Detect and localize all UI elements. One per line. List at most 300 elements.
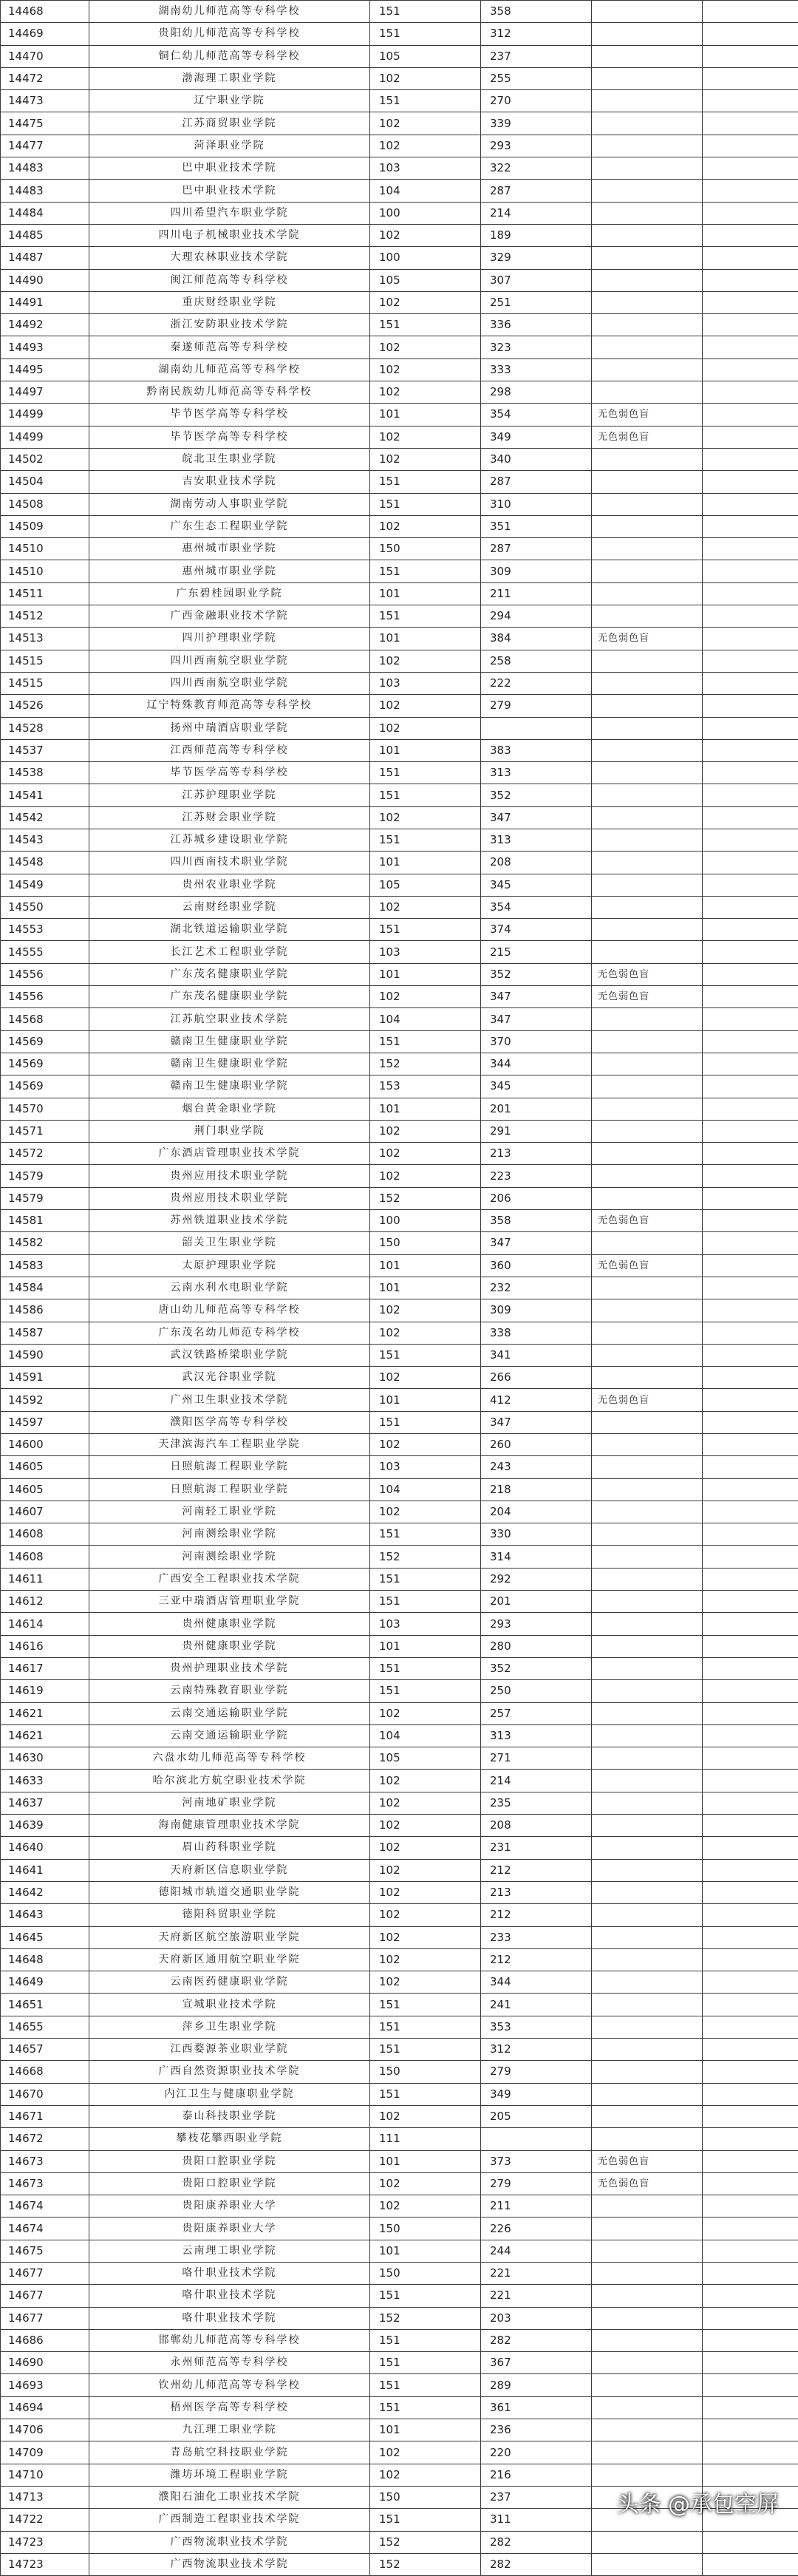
school-code-cell: 14639 xyxy=(1,1815,89,1837)
group-code-cell: 101 xyxy=(370,852,481,874)
remark-cell: 无色弱色盲 xyxy=(592,963,703,985)
remark-cell xyxy=(592,1232,703,1254)
min-score-cell: 266 xyxy=(481,1367,592,1389)
min-score-cell: 361 xyxy=(481,2396,592,2419)
empty-cell xyxy=(703,1277,798,1299)
remark-cell xyxy=(592,471,703,493)
group-code-cell: 150 xyxy=(370,2486,481,2508)
min-score-cell: 307 xyxy=(481,269,592,291)
school-code-cell: 14672 xyxy=(1,2128,89,2150)
min-score-cell: 279 xyxy=(481,2172,592,2195)
group-code-cell: 102 xyxy=(370,2172,481,2195)
empty-cell xyxy=(703,1030,798,1053)
school-code-cell: 14592 xyxy=(1,1389,89,1411)
table-row xyxy=(1,1680,798,1702)
school-name-cell: 吉安职业技术学院 xyxy=(89,471,370,493)
school-name-cell: 广东茂名幼儿师范专科学校 xyxy=(89,1322,370,1344)
min-score-cell: 367 xyxy=(481,2352,592,2374)
table-row xyxy=(1,314,798,336)
remark-cell xyxy=(592,493,703,515)
school-name-cell: 巴中职业技术学院 xyxy=(89,157,370,180)
min-score-cell: 353 xyxy=(481,2016,592,2038)
min-score-cell: 221 xyxy=(481,2262,592,2284)
empty-cell xyxy=(703,493,798,515)
remark-cell xyxy=(592,1591,703,1613)
empty-cell xyxy=(703,1367,798,1389)
group-code-cell: 152 xyxy=(370,1546,481,1568)
school-code-cell: 14510 xyxy=(1,538,89,560)
group-code-cell: 151 xyxy=(370,2039,481,2061)
school-code-cell: 14605 xyxy=(1,1456,89,1478)
remark-cell xyxy=(592,1724,703,1747)
min-score-cell: 349 xyxy=(481,2083,592,2105)
remark-cell xyxy=(592,1546,703,1568)
school-code-cell: 14556 xyxy=(1,963,89,985)
group-code-cell: 103 xyxy=(370,1456,481,1478)
group-code-cell: 105 xyxy=(370,269,481,291)
group-code-cell: 151 xyxy=(370,2509,481,2531)
school-name-cell: 江苏航空职业技术学院 xyxy=(89,1008,370,1030)
table-row xyxy=(1,493,798,515)
school-name-cell: 惠州城市职业学院 xyxy=(89,560,370,582)
group-code-cell: 151 xyxy=(370,2374,481,2396)
school-name-cell: 河南测绘职业学院 xyxy=(89,1546,370,1568)
empty-cell xyxy=(703,2105,798,2127)
school-code-cell: 14612 xyxy=(1,1591,89,1613)
school-code-cell: 14597 xyxy=(1,1411,89,1433)
group-code-cell: 101 xyxy=(370,404,481,426)
school-name-cell: 九江理工职业学院 xyxy=(89,2419,370,2441)
school-code-cell: 14553 xyxy=(1,919,89,941)
empty-cell xyxy=(703,180,798,202)
group-code-cell: 101 xyxy=(370,1098,481,1120)
table-row xyxy=(1,2083,798,2105)
remark-cell xyxy=(592,291,703,313)
group-code-cell: 104 xyxy=(370,180,481,202)
remark-cell xyxy=(592,157,703,180)
remark-cell xyxy=(592,1501,703,1523)
empty-cell xyxy=(703,1837,798,1859)
school-code-cell: 14526 xyxy=(1,695,89,717)
table-row xyxy=(1,1546,798,1568)
remark-cell xyxy=(592,2464,703,2486)
min-score-cell: 270 xyxy=(481,90,592,112)
remark-cell: 无色弱色盲 xyxy=(592,2172,703,2195)
min-score-cell: 282 xyxy=(481,2531,592,2553)
empty-cell xyxy=(703,1994,798,2016)
min-score-cell: 201 xyxy=(481,1098,592,1120)
remark-cell xyxy=(592,1523,703,1546)
remark-cell xyxy=(592,180,703,202)
school-code-cell: 14528 xyxy=(1,717,89,739)
group-code-cell: 151 xyxy=(370,1523,481,1546)
school-code-cell: 14541 xyxy=(1,784,89,806)
group-code-cell: 102 xyxy=(370,2195,481,2218)
group-code-cell: 101 xyxy=(370,582,481,605)
min-score-cell: 336 xyxy=(481,314,592,336)
table-row xyxy=(1,538,798,560)
school-name-cell: 六盘水幼儿师范高等专科学校 xyxy=(89,1747,370,1770)
school-name-cell: 江苏商贸职业学院 xyxy=(89,112,370,135)
empty-cell xyxy=(703,269,798,291)
group-code-cell: 150 xyxy=(370,2061,481,2083)
table-row xyxy=(1,1165,798,1187)
school-name-cell: 辽宁特殊教育师范高等专科学校 xyxy=(89,695,370,717)
school-name-cell: 辽宁职业学院 xyxy=(89,90,370,112)
school-name-cell: 贵州护理职业技术学院 xyxy=(89,1657,370,1679)
remark-cell xyxy=(592,67,703,89)
remark-cell xyxy=(592,336,703,358)
school-name-cell: 毕节医学高等专科学校 xyxy=(89,404,370,426)
remark-cell xyxy=(592,2419,703,2441)
group-code-cell: 100 xyxy=(370,247,481,269)
empty-cell xyxy=(703,515,798,537)
school-name-cell: 河南测绘职业学院 xyxy=(89,1523,370,1546)
group-code-cell: 102 xyxy=(370,1299,481,1322)
table-row xyxy=(1,1008,798,1030)
empty-cell xyxy=(703,112,798,135)
group-code-cell: 151 xyxy=(370,762,481,784)
school-name-cell: 日照航海工程职业学院 xyxy=(89,1456,370,1478)
group-code-cell: 150 xyxy=(370,538,481,560)
table-row xyxy=(1,358,798,381)
empty-cell xyxy=(703,650,798,672)
empty-cell xyxy=(703,1,798,23)
table-row xyxy=(1,1859,798,1881)
remark-cell xyxy=(592,1075,703,1098)
group-code-cell: 151 xyxy=(370,90,481,112)
min-score-cell: 347 xyxy=(481,986,592,1008)
remark-cell xyxy=(592,2441,703,2464)
min-score-cell: 312 xyxy=(481,2039,592,2061)
school-code-cell: 14510 xyxy=(1,560,89,582)
empty-cell xyxy=(703,2128,798,2150)
group-code-cell: 105 xyxy=(370,45,481,67)
empty-cell xyxy=(703,1792,798,1814)
table-row xyxy=(1,404,798,426)
min-score-cell: 216 xyxy=(481,2464,592,2486)
school-name-cell: 宣城职业技术学院 xyxy=(89,1994,370,2016)
school-code-cell: 14515 xyxy=(1,650,89,672)
school-code-cell: 14499 xyxy=(1,404,89,426)
table-row xyxy=(1,1501,798,1523)
school-name-cell: 广西金融职业技术学院 xyxy=(89,605,370,628)
school-code-cell: 14621 xyxy=(1,1724,89,1747)
remark-cell: 无色弱色盲 xyxy=(592,1389,703,1411)
school-code-cell: 14491 xyxy=(1,291,89,313)
empty-cell xyxy=(703,1971,798,1994)
table-row xyxy=(1,1120,798,1142)
remark-cell xyxy=(592,2061,703,2083)
min-score-cell: 218 xyxy=(481,1478,592,1501)
empty-cell xyxy=(703,1747,798,1770)
table-row xyxy=(1,650,798,672)
school-code-cell: 14690 xyxy=(1,2352,89,2374)
min-score-cell: 347 xyxy=(481,1411,592,1433)
table-row xyxy=(1,1,798,23)
empty-cell xyxy=(703,1815,798,1837)
table-row xyxy=(1,1075,798,1098)
min-score-cell: 347 xyxy=(481,1232,592,1254)
school-code-cell: 14542 xyxy=(1,806,89,829)
school-code-cell: 14555 xyxy=(1,941,89,963)
school-name-cell: 荆门职业学院 xyxy=(89,1120,370,1142)
school-code-cell: 14584 xyxy=(1,1277,89,1299)
min-score-cell: 309 xyxy=(481,560,592,582)
school-name-cell: 湖南劳动人事职业学院 xyxy=(89,493,370,515)
school-code-cell: 14608 xyxy=(1,1546,89,1568)
min-score-cell: 370 xyxy=(481,1030,592,1053)
school-name-cell: 贵州健康职业学院 xyxy=(89,1613,370,1635)
remark-cell xyxy=(592,269,703,291)
school-name-cell: 铜仁幼儿师范高等专科学校 xyxy=(89,45,370,67)
school-name-cell: 三亚中瑞酒店管理职业学院 xyxy=(89,1591,370,1613)
remark-cell xyxy=(592,1837,703,1859)
min-score-cell: 203 xyxy=(481,2307,592,2329)
group-code-cell: 102 xyxy=(370,1926,481,1948)
empty-cell xyxy=(703,739,798,761)
remark-cell: 无色弱色盲 xyxy=(592,1210,703,1232)
min-score-cell: 412 xyxy=(481,1389,592,1411)
group-code-cell: 102 xyxy=(370,515,481,537)
school-code-cell: 14675 xyxy=(1,2240,89,2262)
min-score-cell: 354 xyxy=(481,404,592,426)
group-code-cell: 102 xyxy=(370,224,481,246)
group-code-cell: 105 xyxy=(370,1747,481,1770)
school-name-cell: 贵州应用技术职业学院 xyxy=(89,1165,370,1187)
school-code-cell: 14487 xyxy=(1,247,89,269)
remark-cell xyxy=(592,2083,703,2105)
school-name-cell: 天府新区信息职业学院 xyxy=(89,1859,370,1881)
school-code-cell: 14472 xyxy=(1,67,89,89)
table-row xyxy=(1,852,798,874)
table-row xyxy=(1,1702,798,1724)
school-name-cell: 咯什职业技术学院 xyxy=(89,2307,370,2329)
group-code-cell: 102 xyxy=(370,1434,481,1456)
remark-cell xyxy=(592,605,703,628)
min-score-cell: 222 xyxy=(481,672,592,694)
empty-cell xyxy=(703,23,798,45)
school-name-cell: 赣南卫生健康职业学院 xyxy=(89,1053,370,1075)
remark-cell xyxy=(592,717,703,739)
school-name-cell: 韶关卫生职业学院 xyxy=(89,1232,370,1254)
remark-cell xyxy=(592,829,703,851)
empty-cell xyxy=(703,1770,798,1792)
school-name-cell: 重庆财经职业学院 xyxy=(89,291,370,313)
table-row xyxy=(1,1053,798,1075)
remark-cell xyxy=(592,1434,703,1456)
empty-cell xyxy=(703,1411,798,1433)
table-row xyxy=(1,1881,798,1903)
empty-cell xyxy=(703,2061,798,2083)
remark-cell xyxy=(592,852,703,874)
min-score-cell: 214 xyxy=(481,1770,592,1792)
school-code-cell: 14694 xyxy=(1,2396,89,2419)
min-score-cell: 279 xyxy=(481,695,592,717)
school-code-cell: 14477 xyxy=(1,135,89,157)
table-row xyxy=(1,67,798,89)
table-row xyxy=(1,2172,798,2195)
min-score-cell: 279 xyxy=(481,2061,592,2083)
min-score-cell: 354 xyxy=(481,896,592,918)
remark-cell xyxy=(592,582,703,605)
school-name-cell: 广西物流职业技术学院 xyxy=(89,2553,370,2575)
min-score-cell: 314 xyxy=(481,1546,592,1568)
group-code-cell: 151 xyxy=(370,2083,481,2105)
group-code-cell: 101 xyxy=(370,2150,481,2172)
min-score-cell: 287 xyxy=(481,471,592,493)
remark-cell xyxy=(592,941,703,963)
table-row xyxy=(1,1411,798,1433)
school-name-cell: 江苏护理职业学院 xyxy=(89,784,370,806)
table-row xyxy=(1,1389,798,1411)
remark-cell xyxy=(592,874,703,896)
school-name-cell: 四川护理职业学院 xyxy=(89,628,370,650)
table-row xyxy=(1,1277,798,1299)
min-score-cell: 220 xyxy=(481,2441,592,2464)
school-name-cell: 皖北卫生职业学院 xyxy=(89,448,370,470)
school-name-cell: 毕节医学高等专科学校 xyxy=(89,426,370,448)
empty-cell xyxy=(703,1254,798,1277)
watermark: 头条 @承包空屏 xyxy=(616,2486,779,2518)
table-row xyxy=(1,628,798,650)
min-score-cell: 313 xyxy=(481,1724,592,1747)
school-name-cell: 四川电子机械职业技术学院 xyxy=(89,224,370,246)
group-code-cell: 101 xyxy=(370,963,481,985)
group-code-cell: 151 xyxy=(370,1411,481,1433)
school-code-cell: 14617 xyxy=(1,1657,89,1679)
school-name-cell: 云南特殊教育职业学院 xyxy=(89,1680,370,1702)
min-score-cell: 251 xyxy=(481,291,592,313)
remark-cell xyxy=(592,358,703,381)
remark-cell xyxy=(592,896,703,918)
min-score-cell: 323 xyxy=(481,336,592,358)
empty-cell xyxy=(703,806,798,829)
group-code-cell: 152 xyxy=(370,1053,481,1075)
empty-cell xyxy=(703,605,798,628)
min-score-cell: 231 xyxy=(481,1837,592,1859)
group-code-cell: 151 xyxy=(370,2352,481,2374)
remark-cell xyxy=(592,2039,703,2061)
group-code-cell: 102 xyxy=(370,1367,481,1389)
table-row xyxy=(1,2464,798,2486)
table-row xyxy=(1,291,798,313)
table-row xyxy=(1,1232,798,1254)
school-code-cell: 14485 xyxy=(1,224,89,246)
group-code-cell: 101 xyxy=(370,628,481,650)
remark-cell xyxy=(592,1299,703,1322)
school-code-cell: 14571 xyxy=(1,1120,89,1142)
min-score-cell: 280 xyxy=(481,1635,592,1657)
table-row xyxy=(1,874,798,896)
group-code-cell: 101 xyxy=(370,1635,481,1657)
school-name-cell: 闽江师范高等专科学校 xyxy=(89,269,370,291)
group-code-cell: 103 xyxy=(370,672,481,694)
empty-cell xyxy=(703,2240,798,2262)
school-name-cell: 四川西南航空职业学院 xyxy=(89,650,370,672)
table-row xyxy=(1,1591,798,1613)
school-code-cell: 14483 xyxy=(1,157,89,180)
remark-cell xyxy=(592,1053,703,1075)
remark-cell xyxy=(592,2285,703,2307)
group-code-cell: 150 xyxy=(370,1232,481,1254)
table-row xyxy=(1,560,798,582)
table-row xyxy=(1,1635,798,1657)
remark-cell xyxy=(592,2128,703,2150)
school-name-cell: 广东茂名健康职业学院 xyxy=(89,963,370,985)
table-row xyxy=(1,90,798,112)
min-score-cell: 309 xyxy=(481,1299,592,1322)
min-score-cell: 292 xyxy=(481,1568,592,1590)
school-name-cell: 黔南民族幼儿师范高等专科学校 xyxy=(89,381,370,404)
school-name-cell: 贵阳康养职业大学 xyxy=(89,2218,370,2240)
school-code-cell: 14614 xyxy=(1,1613,89,1635)
group-code-cell: 102 xyxy=(370,1501,481,1523)
group-code-cell: 102 xyxy=(370,1881,481,1903)
table-row xyxy=(1,582,798,605)
school-name-cell: 德阳城市轨道交通职业学院 xyxy=(89,1881,370,1903)
group-code-cell: 105 xyxy=(370,874,481,896)
school-name-cell: 邯郸幼儿师范高等专科学校 xyxy=(89,2329,370,2351)
empty-cell xyxy=(703,1053,798,1075)
table-row xyxy=(1,1030,798,1053)
school-name-cell: 哈尔滨北方航空职业技术学院 xyxy=(89,1770,370,1792)
school-code-cell: 14469 xyxy=(1,23,89,45)
school-code-cell: 14483 xyxy=(1,180,89,202)
group-code-cell: 102 xyxy=(370,135,481,157)
table-row xyxy=(1,762,798,784)
min-score-cell: 349 xyxy=(481,426,592,448)
school-code-cell: 14673 xyxy=(1,2150,89,2172)
empty-cell xyxy=(703,762,798,784)
min-score-cell: 258 xyxy=(481,650,592,672)
min-score-cell: 287 xyxy=(481,180,592,202)
school-name-cell: 广东酒店管理职业技术学院 xyxy=(89,1143,370,1165)
school-code-cell: 14470 xyxy=(1,45,89,67)
group-code-cell: 150 xyxy=(370,2218,481,2240)
school-name-cell: 永州师范高等专科学校 xyxy=(89,2352,370,2374)
group-code-cell: 103 xyxy=(370,941,481,963)
remark-cell xyxy=(592,2553,703,2575)
school-name-cell: 钦州幼儿师范高等专科学校 xyxy=(89,2374,370,2396)
school-code-cell: 14587 xyxy=(1,1322,89,1344)
school-code-cell: 14538 xyxy=(1,762,89,784)
min-score-cell: 215 xyxy=(481,941,592,963)
min-score-cell: 257 xyxy=(481,1702,592,1724)
group-code-cell: 102 xyxy=(370,336,481,358)
remark-cell xyxy=(592,695,703,717)
table-row xyxy=(1,739,798,761)
group-code-cell: 104 xyxy=(370,1478,481,1501)
school-name-cell: 四川西南技术职业学院 xyxy=(89,852,370,874)
school-name-cell: 咯什职业技术学院 xyxy=(89,2262,370,2284)
group-code-cell: 102 xyxy=(370,358,481,381)
group-code-cell: 102 xyxy=(370,1322,481,1344)
group-code-cell: 102 xyxy=(370,650,481,672)
table-row xyxy=(1,1770,798,1792)
school-code-cell: 14473 xyxy=(1,90,89,112)
school-name-cell: 江苏财会职业学院 xyxy=(89,806,370,829)
table-row xyxy=(1,112,798,135)
empty-cell xyxy=(703,672,798,694)
table-row xyxy=(1,2553,798,2575)
school-name-cell: 四川西南航空职业学院 xyxy=(89,672,370,694)
remark-cell xyxy=(592,45,703,67)
school-code-cell: 14723 xyxy=(1,2553,89,2575)
empty-cell xyxy=(703,202,798,224)
remark-cell xyxy=(592,1859,703,1881)
school-name-cell: 秦遂师范高等专科学校 xyxy=(89,336,370,358)
